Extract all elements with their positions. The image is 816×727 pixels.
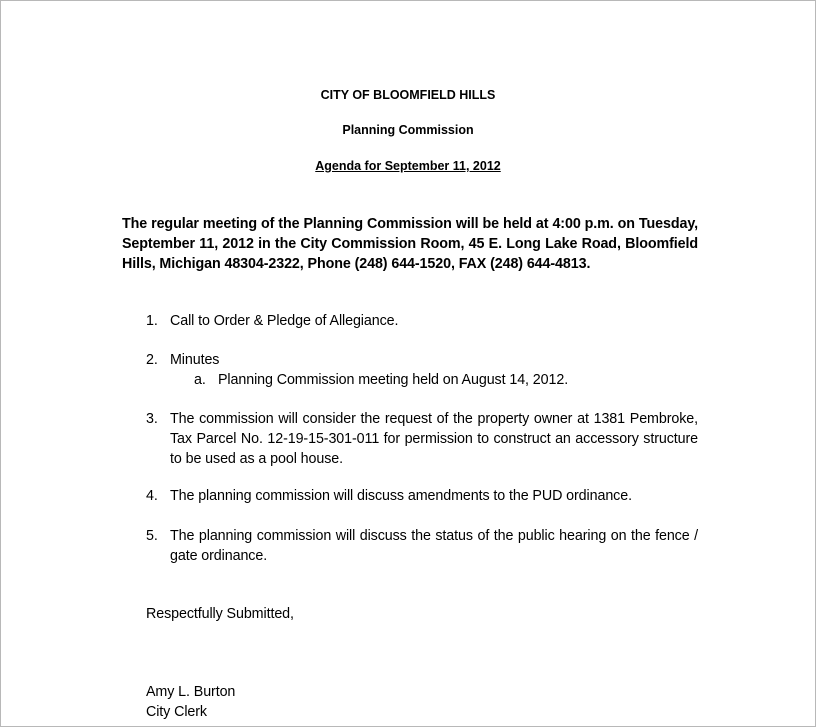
agenda-subitem	[194, 370, 694, 390]
agenda-item-text: The planning commission will discuss amendments to the PUD ordinance.	[170, 488, 632, 504]
agenda-item	[146, 526, 698, 566]
city-heading: CITY OF BLOOMFIELD HILLS	[320, 88, 496, 102]
agenda-item-text: The planning commission will discuss the status of the public hearing on the fence / gate ordinance.	[170, 528, 698, 564]
agenda-item	[146, 409, 698, 469]
agenda-item-text: The commission will consider the request of the property owner at 1381 Pembroke, Tax Parcel No. 12-19-15-301-011 for permission to construct an accessory structure to be used as a pool house.	[170, 411, 698, 467]
agenda-item-text: Minutes	[170, 352, 220, 368]
agenda-item-text: Call to Order & Pledge of Allegiance.	[170, 313, 399, 329]
agenda-subitem-letter: a.	[194, 372, 206, 388]
agenda-subitem-text: Planning Commission meeting held on August 14, 2012.	[218, 372, 569, 388]
signatory-name: Amy L. Burton	[146, 684, 236, 700]
agenda-item-number: 3.	[146, 411, 158, 427]
meeting-intro-paragraph: The regular meeting of the Planning Commission will be held at 4:00 p.m. on Tuesday, September 11, 2012 in the City Commission Room, 45 E. Long Lake Road, Bloomfield Hills, Michigan 48304-2322, Phone (248) 644-1520, FAX (248) 644-4813.	[122, 216, 698, 272]
agenda-item	[146, 311, 698, 331]
agenda-item	[146, 350, 698, 370]
agenda-title: Agenda for September 11, 2012	[315, 159, 501, 173]
signatory-title: City Clerk	[146, 704, 207, 720]
agenda-item-number: 4.	[146, 488, 158, 504]
closing-text: Respectfully Submitted,	[146, 606, 294, 622]
agenda-item-number: 2.	[146, 352, 158, 368]
commission-heading: Planning Commission	[342, 123, 474, 137]
agenda-item-number: 5.	[146, 528, 158, 544]
agenda-item	[146, 486, 698, 506]
agenda-item-number: 1.	[146, 313, 158, 329]
